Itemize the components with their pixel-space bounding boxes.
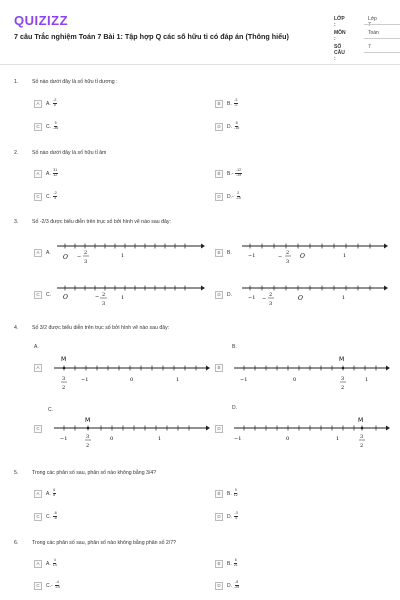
- q2-option-b[interactable]: B B. - $\frac{-12}{-19}$: [215, 169, 242, 178]
- q4-option-c[interactable]: C: [34, 424, 46, 433]
- q3c-number-line: [55, 280, 205, 312]
- svg-text:−: −: [262, 296, 267, 302]
- svg-text:1: 1: [342, 295, 346, 301]
- svg-text:3: 3: [62, 376, 66, 382]
- q1-option-d[interactable]: D D. $\frac{8}{-15}$: [215, 122, 239, 131]
- svg-text:0: 0: [293, 377, 297, 383]
- svg-text:3: 3: [84, 259, 88, 265]
- svg-text:0: 0: [130, 377, 134, 383]
- q3-option-c[interactable]: C C.: [34, 290, 51, 299]
- q5-option-b[interactable]: B B. $\frac{9}{12}$: [215, 489, 238, 498]
- q5-option-d[interactable]: D D. $\frac{-3}{4}$: [215, 512, 238, 521]
- svg-text:−1: −1: [248, 253, 256, 259]
- q3-option-d[interactable]: D D.: [215, 290, 232, 299]
- svg-text:3: 3: [269, 301, 273, 307]
- svg-text:3: 3: [286, 259, 290, 265]
- q6-option-d[interactable]: D D. $\frac{-8}{-28}$: [215, 581, 239, 590]
- q1-option-c[interactable]: C C. $\frac{5}{-36}$: [34, 122, 58, 131]
- svg-text:M: M: [85, 417, 91, 424]
- q6-option-a[interactable]: A A. $\frac{4}{14}$: [34, 559, 57, 568]
- q4a-number-line: [52, 354, 212, 394]
- svg-text:3: 3: [341, 376, 345, 382]
- svg-text:3: 3: [86, 434, 90, 440]
- q4b-number-line: [232, 354, 392, 394]
- mon-value: Toán: [368, 30, 379, 36]
- svg-text:−1: −1: [234, 436, 242, 442]
- svg-text:2: 2: [62, 385, 66, 391]
- svg-text:−: −: [77, 254, 82, 260]
- socau-value: 7: [368, 44, 371, 50]
- q4-option-d[interactable]: D: [215, 424, 227, 433]
- option-letter: A: [34, 100, 42, 108]
- question-5-text: Trong các phân số sau, phân số nào không bằng 3/4?: [32, 470, 157, 476]
- q4-option-a[interactable]: A: [34, 363, 46, 372]
- q2-option-a[interactable]: A A. $\frac{31}{12}$: [34, 169, 58, 178]
- svg-text:−: −: [95, 294, 100, 300]
- q6-option-b[interactable]: B B. $\frac{6}{21}$: [215, 559, 238, 568]
- q4c-number-line: [52, 414, 212, 454]
- svg-text:3: 3: [360, 434, 364, 440]
- svg-text:1: 1: [176, 377, 180, 383]
- svg-text:O: O: [300, 253, 305, 260]
- svg-text:0: 0: [286, 436, 290, 442]
- q1-option-a[interactable]: A A. $\frac{-2}{5}$: [34, 99, 57, 108]
- svg-text:2: 2: [86, 443, 90, 449]
- svg-text:2: 2: [102, 292, 106, 298]
- q4d-number-line: [232, 414, 392, 454]
- svg-text:O: O: [63, 294, 68, 301]
- svg-text:3: 3: [102, 301, 106, 307]
- svg-text:2: 2: [341, 385, 345, 391]
- svg-text:1: 1: [158, 436, 162, 442]
- q5-option-a[interactable]: A A. $\frac{6}{8}$: [34, 489, 56, 498]
- svg-text:O: O: [63, 254, 68, 261]
- svg-text:−1: −1: [240, 377, 248, 383]
- svg-text:1: 1: [121, 253, 125, 259]
- quizizz-logo: QUIZIZZ: [14, 13, 69, 28]
- question-1-text: Số nào dưới đây là số hữu tỉ dương :: [32, 79, 118, 85]
- svg-text:2: 2: [286, 250, 290, 256]
- svg-text:M: M: [339, 356, 345, 363]
- q3a-number-line: [55, 238, 205, 270]
- svg-text:0: 0: [110, 436, 114, 442]
- svg-text:M: M: [358, 417, 364, 424]
- svg-text:−: −: [278, 254, 283, 260]
- q3b-number-line: [240, 238, 388, 270]
- mon-label: MÔN :: [334, 30, 346, 42]
- question-3-text: Số -2/3 được biểu diễn trên trục số bởi hình vẽ nào sau đây:: [32, 219, 171, 225]
- lop-value: Lớp 7: [368, 16, 377, 28]
- q3-option-b[interactable]: B B.: [215, 248, 232, 257]
- svg-text:1: 1: [365, 377, 369, 383]
- q4-option-a-label: A.: [34, 344, 39, 350]
- header-divider: [0, 64, 400, 65]
- svg-text:2: 2: [269, 292, 273, 298]
- svg-text:−1: −1: [60, 436, 68, 442]
- lop-label: LỚP :: [334, 16, 345, 28]
- q4-option-c-label: C.: [48, 407, 53, 413]
- q4-option-b[interactable]: B: [215, 363, 227, 372]
- svg-text:2: 2: [84, 250, 88, 256]
- svg-text:1: 1: [343, 253, 347, 259]
- svg-text:O: O: [298, 295, 303, 302]
- question-6-text: Trong các phân số sau, phân số nào không bằng phân số 2/7?: [32, 540, 177, 546]
- q2-option-d[interactable]: D D. - $\frac{2}{-15}$: [215, 192, 241, 201]
- q2-option-c[interactable]: C C. $\frac{-2}{3}$: [34, 192, 57, 201]
- q5-option-c[interactable]: C C. $\frac{-6}{-8}$: [34, 512, 57, 521]
- svg-text:−1: −1: [248, 295, 256, 301]
- question-2-text: Số nào dưới đây là số hữu tỉ âm: [32, 150, 107, 156]
- svg-text:2: 2: [360, 443, 364, 449]
- q3-option-a[interactable]: A A.: [34, 248, 51, 257]
- svg-text:−1: −1: [81, 377, 89, 383]
- q4-option-b-label: B.: [232, 344, 237, 350]
- q6-option-c[interactable]: C C. - $\frac{-4}{-14}$: [34, 581, 60, 590]
- question-4-text: Số 3/2 được biểu diễn trên trục số bởi hình vẽ nào sau đây:: [32, 325, 170, 331]
- q3d-number-line: [240, 280, 388, 312]
- svg-text:1: 1: [121, 295, 125, 301]
- page-title: 7 câu Trắc nghiệm Toán 7 Bài 1: Tập hợp Q các số hữu tỉ có đáp án (Thông hiểu): [14, 32, 289, 41]
- svg-text:1: 1: [336, 436, 340, 442]
- q1-option-b[interactable]: B B. $\frac{-3}{-2}$: [215, 99, 238, 108]
- svg-text:M: M: [61, 356, 67, 363]
- socau-label: SỐ CÂU :: [334, 44, 345, 62]
- q4-option-d-label: D.: [232, 405, 237, 411]
